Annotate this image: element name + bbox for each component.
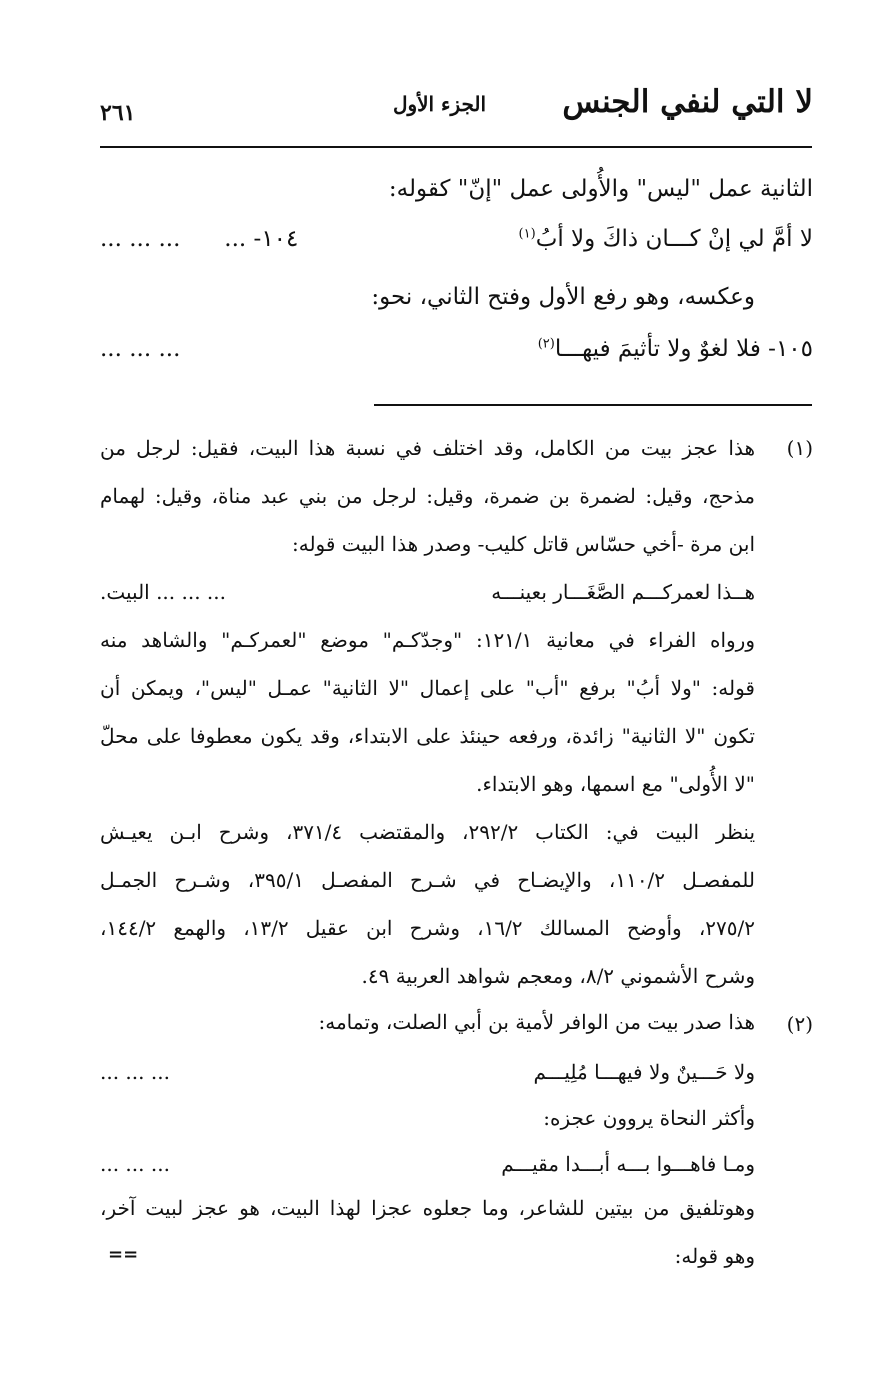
footnote-2-number: (٢) xyxy=(786,1012,813,1036)
main-line-1: الثانية عمل "ليس" والأُولى عمل "إنّ" كقوله: xyxy=(388,176,813,202)
footnote-1-number: (١) xyxy=(786,436,813,460)
verse-104-hemistich xyxy=(519,226,813,252)
verse-104-left xyxy=(100,226,298,252)
verse-105-hemistich xyxy=(538,336,813,362)
footnote-2-line: وهوتلفيق من بيتين للشاعر، وما جعلوه عجزا لهذا البيت، هو عجز لبيت آخر، xyxy=(100,1196,755,1220)
footnote-2-line: هذا صدر بيت من الوافر لأمية بن أبي الصلت، وتمامه: xyxy=(318,1010,755,1034)
verse-104-note-ref: (١) xyxy=(518,226,536,242)
verse-105-text: ١٠٥- فلا لغوٌ ولا تأثيمَ فيهـــا xyxy=(554,336,813,362)
footnote-1-line: مذحج، وقيل: لضمرة بن ضمرة، وقيل: لرجل من بني عبد مناة، وقيل: لهمام xyxy=(100,484,755,508)
footnote-1-line: "لا الأُولى" مع اسمها، وهو الابتداء. xyxy=(476,772,755,796)
verse-105 xyxy=(100,336,813,366)
footnote-1-line: تكون "لا الثانية" زائدة، ورفعه حينئذ على الابتداء، وقد يكون معطوفا على محلّ xyxy=(100,724,755,748)
running-title: لا التي لنفي الجنس xyxy=(562,84,813,120)
footnote-1-line: هذا عجز بيت من الكامل، وقد اختلف في نسبة هذا البيت، فقيل: لرجل من xyxy=(100,436,755,460)
footnote-2-line: وهو قوله: xyxy=(674,1244,755,1268)
footnote-2-line: وأكثر النحاة يروون عجزه: xyxy=(543,1106,755,1130)
verse-104-number: ١٠٤- ... xyxy=(224,226,299,252)
footnote-2-verse-1 xyxy=(100,1060,755,1090)
footnote-1-line: للمفصـل ١١٠/٢، والإيضـاح في شـرح المفصـل ٣٩٥/١، وشـرح الجمـل xyxy=(100,868,755,892)
footnote-2-verse-2-text: ومـا فاهـــوا بـــه أبـــدا مقيـــم xyxy=(501,1152,755,1176)
footnote-2-verse-2 xyxy=(100,1152,755,1182)
part-label: الجزء الأول xyxy=(392,92,487,116)
footnote-2-verse-1-dots: ... ... ... xyxy=(100,1060,170,1084)
verse-104-text: لا أمَّ لي إنْ كـــان ذاكَ ولا أبُ xyxy=(535,226,813,252)
footnote-separator xyxy=(374,404,812,406)
footnote-2-verse-1-text: ولا حَـــينٌ ولا فيهـــا مُلِيـــم xyxy=(533,1060,755,1084)
main-line-2: وعكسه، وهو رفع الأول وفتح الثاني، نحو: xyxy=(371,284,755,310)
verse-105-note-ref: (٢) xyxy=(537,336,555,352)
verse-104 xyxy=(100,226,813,256)
footnote-1-line: ابن مرة -أخي حسّاس قاتل كليب- وصدر هذا البيت قوله: xyxy=(292,532,755,556)
footnote-2-verse-2-dots: ... ... ... xyxy=(100,1152,170,1176)
footnote-1-line: وشرح الأشموني ٨/٢، ومعجم شواهد العربية ٤٩. xyxy=(361,964,755,988)
footnote-1-verse xyxy=(100,580,755,610)
verse-105-dots: ... ... ... xyxy=(100,336,181,362)
footnote-1-line: ورواه الفراء في معانية ١٢١/١: "وجدّكـم" موضع "لعمركـم" والشاهد منه xyxy=(100,628,755,652)
verse-104-dots: ... ... ... xyxy=(100,226,181,252)
footnote-1-line: ينظر البيت في: الكتاب ٢٩٢/٢، والمقتضب ٣٧١/٤، وشرح ابـن يعيـش xyxy=(100,820,756,844)
footnote-1-verse-dots: ... ... ... البيت. xyxy=(100,580,227,604)
header-rule xyxy=(100,146,812,148)
footnote-1-line: قوله: "ولا أبُ" برفع "أب" على إعمال "لا الثانية" عمـل "ليس"، ويمكن أن xyxy=(100,676,755,700)
continuation-mark: == xyxy=(108,1244,139,1265)
footnote-1-line: ٢٧٥/٢، وأوضح المسالك ١٦/٢، وشرح ابن عقيل ١٣/٢، والهمع ١٤٤/٢، xyxy=(100,916,755,940)
footnote-1-verse-text: هــذا لعمركـــم الصَّغَـــار بعينـــه xyxy=(491,580,755,604)
page-number: ٢٦١ xyxy=(100,100,136,126)
